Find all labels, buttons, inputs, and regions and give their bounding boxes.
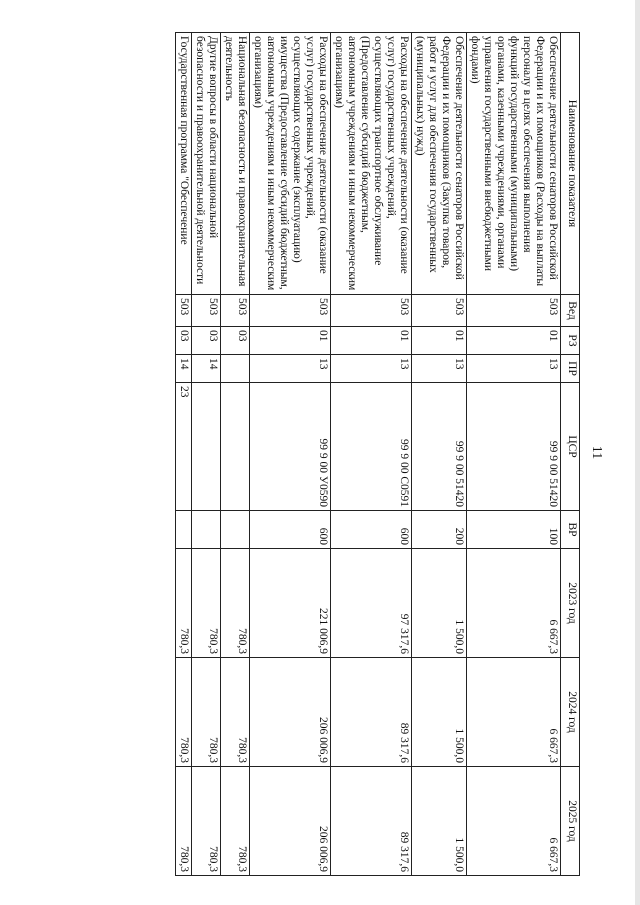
cell-2024: 780,3 bbox=[221, 658, 250, 767]
cell-rz: 03 bbox=[221, 327, 250, 355]
header-2023: 2023 год bbox=[561, 549, 580, 658]
cell-ved: 503 bbox=[221, 295, 250, 327]
cell-vr bbox=[221, 511, 250, 549]
cell-csr: 99 9 00 51420 bbox=[412, 383, 467, 511]
cell-name: Расходы на обеспечение деятельности (оказание услуг) государственных учреждений, осуществляющих транспортное обслуживание (Предоставление субсидий бюджетным, автономным учреждениям и иным некоммерческим организациям) bbox=[331, 33, 412, 295]
cell-2023: 780,3 bbox=[192, 549, 221, 658]
cell-2024: 1 500,0 bbox=[412, 658, 467, 767]
cell-vr: 100 bbox=[467, 511, 561, 549]
cell-2023: 780,3 bbox=[176, 549, 192, 658]
cell-pr bbox=[221, 355, 250, 383]
cell-csr: 23 bbox=[176, 383, 192, 511]
cell-2025: 206 006,9 bbox=[250, 767, 331, 876]
cell-2025: 780,3 bbox=[192, 767, 221, 876]
cell-pr: 13 bbox=[412, 355, 467, 383]
cell-ved: 503 bbox=[412, 295, 467, 327]
cell-ved: 503 bbox=[250, 295, 331, 327]
cell-vr: 200 bbox=[412, 511, 467, 549]
cell-2024: 6 667,3 bbox=[467, 658, 561, 767]
budget-table bbox=[175, 32, 580, 876]
cell-name: Расходы на обеспечение деятельности (оказание услуг) государственных учреждений, осуществляющих содержание (эксплуатацию) имущества (Предоставление субсидий бюджетным, автономным учреждениям и иным некоммерческим организациям) bbox=[250, 33, 331, 295]
cell-rz: 03 bbox=[192, 327, 221, 355]
scan-edge bbox=[635, 0, 640, 905]
header-csr: ЦСР bbox=[561, 383, 580, 511]
cell-rz: 03 bbox=[176, 327, 192, 355]
cell-name: Обеспечение деятельности сенаторов Российской Федерации и их помощников (Расходы на выплаты персоналу в целях обеспечения выполнения функций государственными (муниципальными) органами, казенными учреждениями, органами управления государственными внебюджетными фондами) bbox=[467, 33, 561, 295]
cell-ved: 503 bbox=[176, 295, 192, 327]
table-row bbox=[331, 33, 412, 876]
cell-csr: 99 9 00 У0590 bbox=[250, 383, 331, 511]
cell-name: Обеспечение деятельности сенаторов Российской Федерации и их помощников (Закупка товаров, работ и услуг для обеспечения государственных (муниципальных) нужд) bbox=[412, 33, 467, 295]
header-2025: 2025 год bbox=[561, 767, 580, 876]
cell-vr bbox=[176, 511, 192, 549]
cell-2024: 780,3 bbox=[176, 658, 192, 767]
cell-name: Государственная программа "Обеспечение bbox=[176, 33, 192, 295]
table-row bbox=[176, 33, 192, 876]
cell-rz: 01 bbox=[250, 327, 331, 355]
cell-rz: 01 bbox=[331, 327, 412, 355]
cell-csr: 99 9 00 51420 bbox=[467, 383, 561, 511]
cell-csr bbox=[192, 383, 221, 511]
cell-pr: 14 bbox=[192, 355, 221, 383]
cell-2023: 1 500,0 bbox=[412, 549, 467, 658]
table-row bbox=[412, 33, 467, 876]
cell-pr: 14 bbox=[176, 355, 192, 383]
cell-pr: 13 bbox=[331, 355, 412, 383]
cell-pr: 13 bbox=[250, 355, 331, 383]
cell-2025: 1 500,0 bbox=[412, 767, 467, 876]
table-row bbox=[221, 33, 250, 876]
cell-rz: 01 bbox=[467, 327, 561, 355]
cell-2024: 780,3 bbox=[192, 658, 221, 767]
header-pr: ПР bbox=[561, 355, 580, 383]
table-row bbox=[467, 33, 561, 876]
header-rz: РЗ bbox=[561, 327, 580, 355]
header-2024: 2024 год bbox=[561, 658, 580, 767]
cell-2023: 780,3 bbox=[221, 549, 250, 658]
cell-rz: 01 bbox=[412, 327, 467, 355]
cell-ved: 503 bbox=[192, 295, 221, 327]
page-number: 11 bbox=[589, 445, 604, 460]
table-row bbox=[192, 33, 221, 876]
cell-name: Другие вопросы в области национальной безопасности и правоохранительной деятельности bbox=[192, 33, 221, 295]
cell-2025: 89 317,6 bbox=[331, 767, 412, 876]
cell-vr: 600 bbox=[331, 511, 412, 549]
cell-ved: 503 bbox=[331, 295, 412, 327]
cell-2023: 6 667,3 bbox=[467, 549, 561, 658]
cell-2024: 206 006,9 bbox=[250, 658, 331, 767]
cell-pr: 13 bbox=[467, 355, 561, 383]
header-name: Наименование показателя bbox=[561, 33, 580, 295]
cell-2023: 221 006,9 bbox=[250, 549, 331, 658]
cell-csr bbox=[221, 383, 250, 511]
table-header-row bbox=[561, 33, 580, 876]
header-vr: ВР bbox=[561, 511, 580, 549]
cell-ved: 503 bbox=[467, 295, 561, 327]
cell-name: Национальная безопасность и правоохранительная деятельность bbox=[221, 33, 250, 295]
header-ved: Вед bbox=[561, 295, 580, 327]
cell-vr bbox=[192, 511, 221, 549]
cell-2025: 6 667,3 bbox=[467, 767, 561, 876]
cell-2023: 97 317,6 bbox=[331, 549, 412, 658]
cell-vr: 600 bbox=[250, 511, 331, 549]
cell-csr: 99 9 00 С0591 bbox=[331, 383, 412, 511]
cell-2025: 780,3 bbox=[221, 767, 250, 876]
table-row bbox=[250, 33, 331, 876]
cell-2024: 89 317,6 bbox=[331, 658, 412, 767]
cell-2025: 780,3 bbox=[176, 767, 192, 876]
